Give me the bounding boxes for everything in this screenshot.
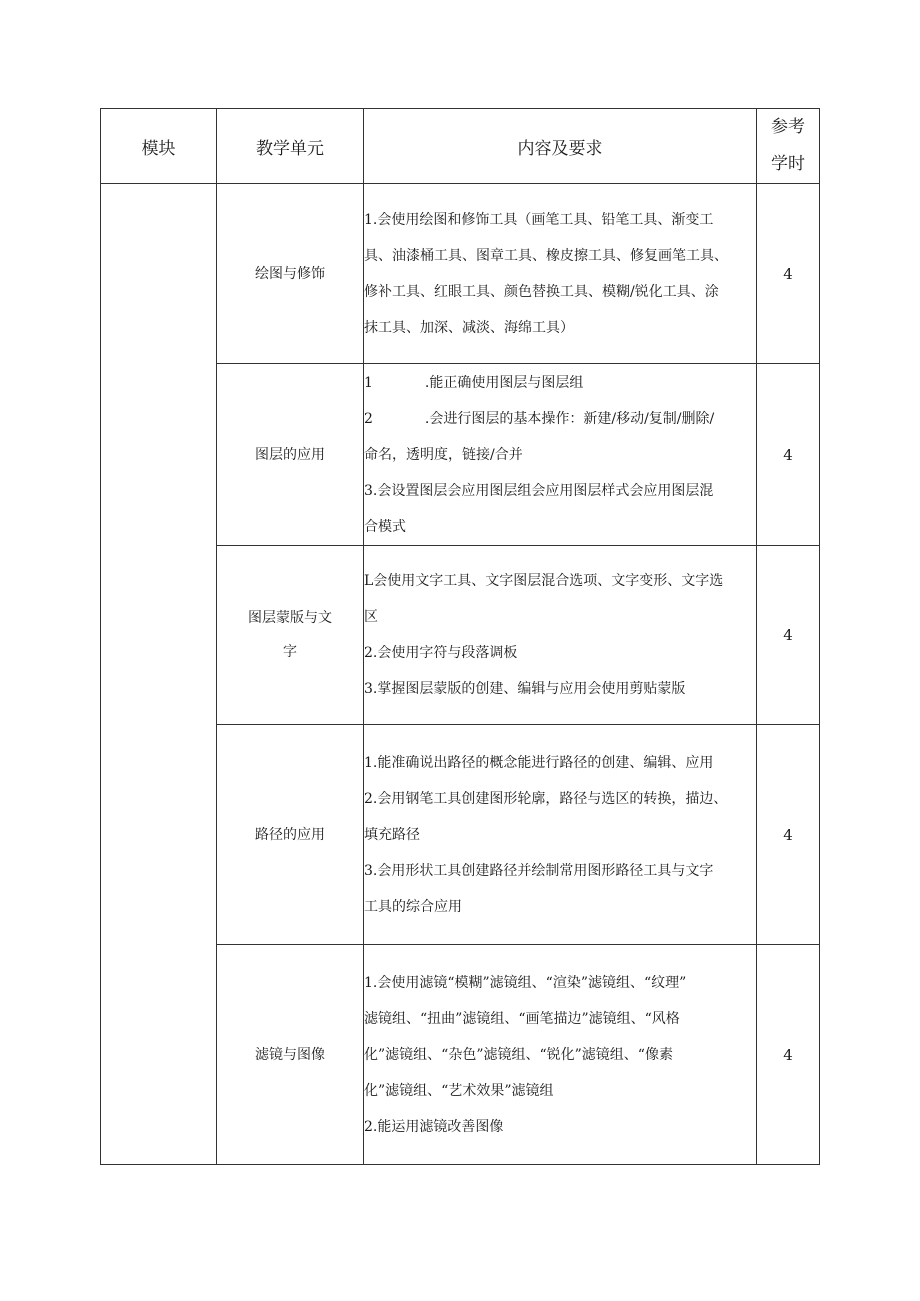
item-text: .能正确使用图层与图层组 <box>424 374 584 391</box>
header-module: 模块 <box>101 109 217 184</box>
content-line: 2.会使用字符与段落调板 <box>364 645 518 661</box>
header-hours-line2: 学时 <box>771 154 805 174</box>
item-text: .会进行图层的基本操作：新建/移动/复制/删除/ <box>424 410 715 427</box>
table-row <box>101 184 820 364</box>
content-line: 合模式 <box>364 518 406 535</box>
content-line: 命名，透明度，链接/合并 <box>364 446 523 463</box>
content-line: 2.能运用滤镜改善图像 <box>364 1118 504 1135</box>
content-line <box>364 401 756 437</box>
content-line: 2.会用钢笔工具创建图形轮廓，路径与选区的转换，描边、 <box>364 790 728 807</box>
header-row <box>101 109 820 184</box>
content-line: 滤镜组、“扭曲”滤镜组、“画笔描边”滤镜组、“风格 <box>364 1010 680 1027</box>
content-line: 抹工具、加深、减淡、海绵工具） <box>364 319 574 336</box>
item-number: 1 <box>364 374 373 391</box>
content-line: 具、油漆桶工具、图章工具、橡皮擦工具、修复画笔工具、 <box>364 247 728 264</box>
content-line: 填充路径 <box>364 826 420 843</box>
hours-cell: 4 <box>757 945 820 1165</box>
unit-line: 字 <box>283 644 297 660</box>
content-line: 工具的综合应用 <box>364 898 462 915</box>
unit-cell: 图层的应用 <box>217 364 364 546</box>
header-content: 内容及要求 <box>364 109 757 184</box>
content-line: 1.会使用绘图和修饰工具（画笔工具、铅笔工具、渐变工 <box>364 211 714 228</box>
content-cell <box>364 546 757 725</box>
content-line: 1.会使用滤镜“模糊”滤镜组、“渲染”滤镜组、“纹理” <box>364 974 687 991</box>
unit-cell: 绘图与修饰 <box>217 184 364 364</box>
content-line: L会使用文字工具、文字图层混合选项、文字变形、文字选 <box>364 573 724 589</box>
content-cell <box>364 945 757 1165</box>
content-cell <box>364 184 757 364</box>
header-hours-line1: 参考 <box>771 117 805 137</box>
item-number: 2 <box>364 410 373 427</box>
unit-cell: 路径的应用 <box>217 725 364 945</box>
content-line: 化”滤镜组、“杂色”滤镜组、“锐化”滤镜组、“像素 <box>364 1046 673 1063</box>
unit-cell <box>217 546 364 725</box>
content-line: 3.会设置图层会应用图层组会应用图层样式会应用图层混 <box>364 482 714 499</box>
content-line <box>364 365 756 401</box>
content-cell <box>364 364 757 546</box>
content-line: 3.会用形状工具创建路径并绘制常用图形路径工具与文字 <box>364 862 714 879</box>
content-line: 修补工具、红眼工具、颜色替换工具、模糊/锐化工具、涂 <box>364 283 719 300</box>
content-line: 3.掌握图层蒙版的创建、编辑与应用会使用剪贴蒙版 <box>364 681 686 697</box>
hours-cell: 4 <box>757 725 820 945</box>
content-line: 1.能准确说出路径的概念能进行路径的创建、编辑、应用 <box>364 754 714 771</box>
unit-line: 图层蒙版与文 <box>248 610 332 626</box>
hours-cell: 4 <box>757 364 820 546</box>
hours-cell: 4 <box>757 184 820 364</box>
unit-cell: 滤镜与图像 <box>217 945 364 1165</box>
content-cell <box>364 725 757 945</box>
content-line: 化”滤镜组、“艺术效果”滤镜组 <box>364 1082 554 1099</box>
header-hours <box>757 109 820 184</box>
content-line: 区 <box>364 609 378 625</box>
course-table <box>100 108 820 1165</box>
module-cell <box>101 184 217 1165</box>
header-unit: 教学单元 <box>217 109 364 184</box>
hours-cell: 4 <box>757 546 820 725</box>
